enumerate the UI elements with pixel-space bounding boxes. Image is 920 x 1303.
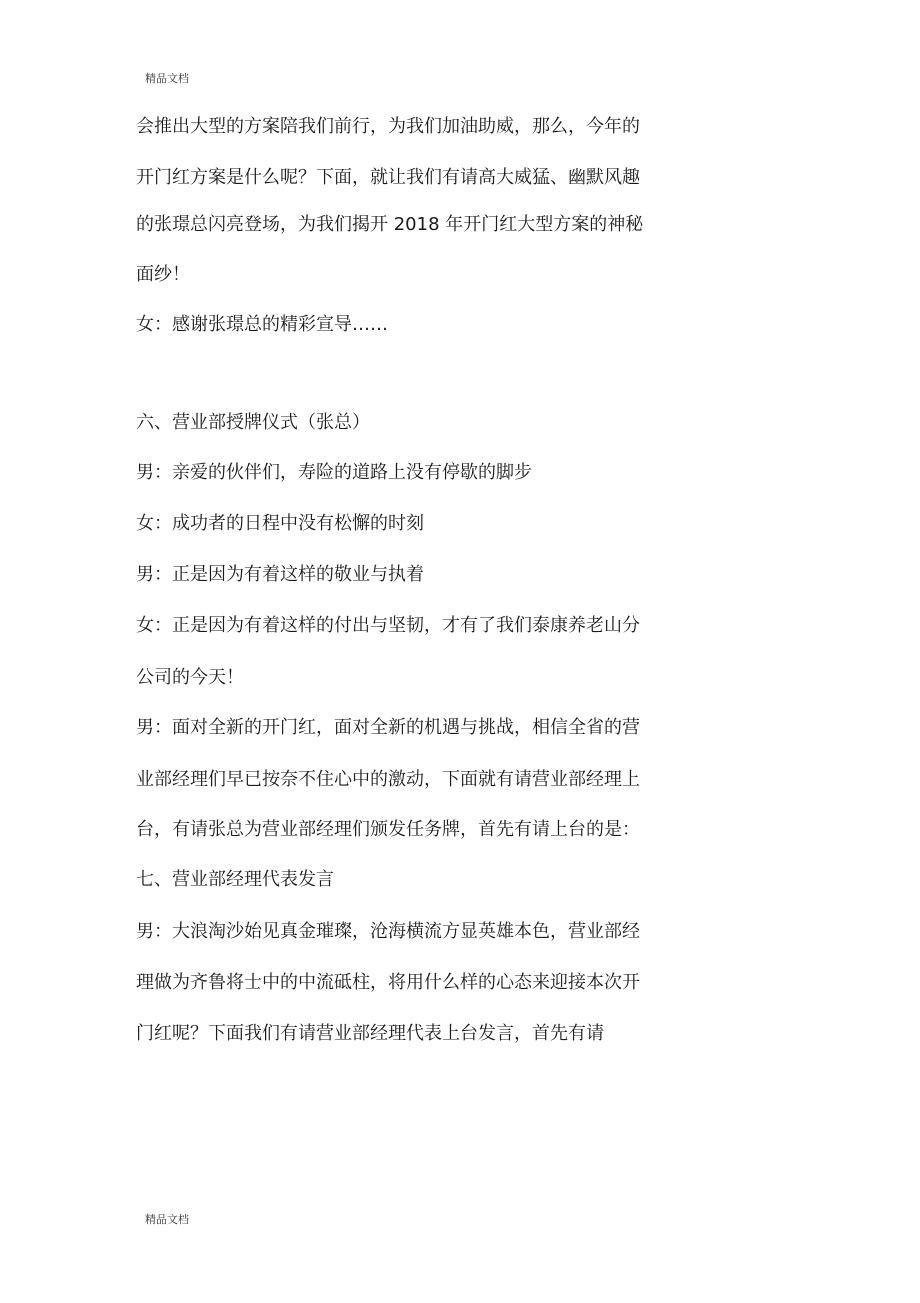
body-line: 开门红方案是什么呢？下面，就让我们有请高大威猛、幽默风趣 (136, 167, 640, 188)
body-line: 门红呢？下面我们有请营业部经理代表上台发言，首先有请 (136, 1023, 604, 1044)
page-header-label: 精品文档 (145, 72, 189, 85)
body-line: 女：感谢张璟总的精彩宣导…… (136, 314, 388, 335)
body-line: 业部经理们早已按奈不住心中的激动，下面就有请营业部经理上 (136, 769, 640, 790)
section-heading: 七、营业部经理代表发言 (136, 869, 334, 890)
body-line: 男：正是因为有着这样的敬业与执着 (136, 564, 424, 585)
body-line: 理做为齐鲁将士中的中流砥柱，将用什么样的心态来迎接本次开 (136, 972, 640, 993)
section-heading: 六、营业部授牌仪式（张总） (136, 412, 370, 433)
body-line: 男：大浪淘沙始见真金璀璨，沧海横流方显英雄本色，营业部经 (136, 921, 640, 942)
body-line: 女：正是因为有着这样的付出与坚韧，才有了我们泰康养老山分 (136, 615, 640, 636)
body-line: 男：面对全新的开门红，面对全新的机遇与挑战，相信全省的营 (136, 717, 640, 738)
body-line: 的张璟总闪亮登场，为我们揭开 2018 年开门红大型方案的神秘 (136, 214, 644, 235)
body-line: 公司的今天！ (136, 667, 244, 688)
page-footer-label: 精品文档 (145, 1213, 189, 1226)
body-line: 面纱！ (136, 264, 190, 285)
body-line: 男：亲爱的伙伴们，寿险的道路上没有停歇的脚步 (136, 462, 532, 483)
body-line: 台，有请张总为营业部经理们颁发任务牌，首先有请上台的是： (136, 819, 640, 840)
body-line: 女：成功者的日程中没有松懈的时刻 (136, 513, 424, 534)
body-line: 会推出大型的方案陪我们前行，为我们加油助威，那么，今年的 (136, 116, 640, 137)
